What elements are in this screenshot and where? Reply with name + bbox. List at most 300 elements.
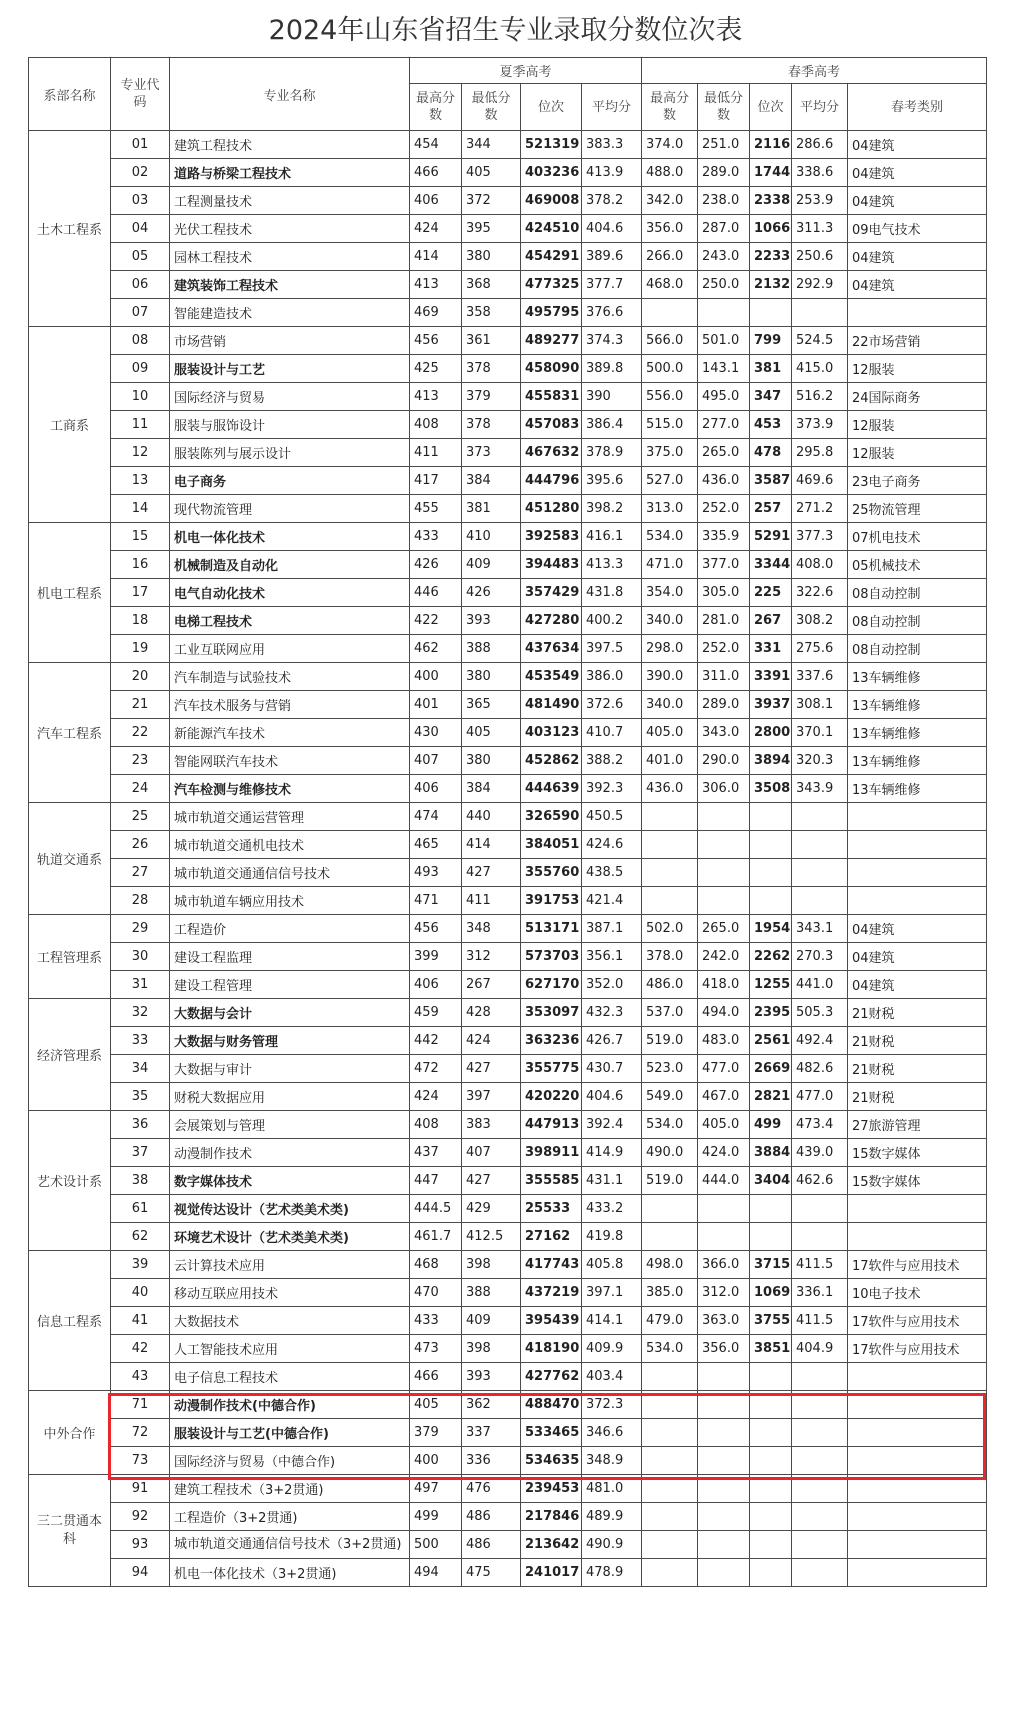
- spring-rank-cell: 3755: [750, 1307, 792, 1335]
- dept-cell: 中外合作: [29, 1391, 111, 1475]
- spring-avg-cell: 270.3: [792, 943, 848, 971]
- major-code-cell: 41: [111, 1307, 170, 1335]
- table-row: [29, 607, 987, 635]
- major-code-cell: 73: [111, 1447, 170, 1475]
- spring-category-cell: [848, 1531, 987, 1559]
- major-name-cell: 电子商务: [170, 467, 410, 495]
- summer-rank-cell: 447913: [521, 1111, 582, 1139]
- summer-max-cell: 400: [410, 663, 462, 691]
- table-row: [29, 831, 987, 859]
- major-name-cell: 汽车制造与试验技术: [170, 663, 410, 691]
- summer-max-cell: 462: [410, 635, 462, 663]
- spring-min-cell: [698, 1559, 750, 1587]
- major-code-cell: 40: [111, 1279, 170, 1307]
- summer-avg-cell: 392.3: [582, 775, 642, 803]
- major-name-cell: 大数据与审计: [170, 1055, 410, 1083]
- spring-avg-cell: 320.3: [792, 747, 848, 775]
- major-name-cell: 移动互联应用技术: [170, 1279, 410, 1307]
- spring-category-cell: 21财税: [848, 999, 987, 1027]
- major-code-cell: 04: [111, 215, 170, 243]
- spring-max-cell: 298.0: [642, 635, 698, 663]
- summer-avg-cell: 404.6: [582, 215, 642, 243]
- spring-category-cell: 21财税: [848, 1055, 987, 1083]
- spring-rank-cell: 3404: [750, 1167, 792, 1195]
- spring-avg-cell: 505.3: [792, 999, 848, 1027]
- major-name-cell: 工业互联网应用: [170, 635, 410, 663]
- table-row: [29, 1111, 987, 1139]
- summer-min-cell: 384: [462, 467, 521, 495]
- spring-max-cell: [642, 1559, 698, 1587]
- summer-avg-cell: 413.9: [582, 159, 642, 187]
- spring-max-cell: 375.0: [642, 439, 698, 467]
- summer-avg-cell: 398.2: [582, 495, 642, 523]
- summer-rank-cell: 452862: [521, 747, 582, 775]
- score-table: [28, 57, 987, 1587]
- major-name-cell: 动漫制作技术(中德合作): [170, 1391, 410, 1419]
- table-row: [29, 747, 987, 775]
- summer-avg-cell: 405.8: [582, 1251, 642, 1279]
- header-spring-max: 最高分数: [642, 84, 698, 131]
- spring-max-cell: [642, 1363, 698, 1391]
- major-name-cell: 电梯工程技术: [170, 607, 410, 635]
- major-name-cell: 道路与桥梁工程技术: [170, 159, 410, 187]
- major-code-cell: 93: [111, 1531, 170, 1559]
- summer-min-cell: 373: [462, 439, 521, 467]
- summer-rank-cell: 455831: [521, 383, 582, 411]
- summer-avg-cell: 414.1: [582, 1307, 642, 1335]
- summer-avg-cell: 450.5: [582, 803, 642, 831]
- major-name-cell: 建筑工程技术: [170, 131, 410, 159]
- spring-max-cell: [642, 1447, 698, 1475]
- summer-avg-cell: 389.6: [582, 243, 642, 271]
- table-row: [29, 1279, 987, 1307]
- major-code-cell: 12: [111, 439, 170, 467]
- spring-category-cell: [848, 803, 987, 831]
- summer-max-cell: 406: [410, 775, 462, 803]
- summer-max-cell: 470: [410, 1279, 462, 1307]
- major-code-cell: 09: [111, 355, 170, 383]
- table-row: [29, 1475, 987, 1503]
- major-code-cell: 34: [111, 1055, 170, 1083]
- summer-rank-cell: 573703: [521, 943, 582, 971]
- spring-avg-cell: 253.9: [792, 187, 848, 215]
- summer-rank-cell: 627170: [521, 971, 582, 999]
- major-code-cell: 21: [111, 691, 170, 719]
- summer-min-cell: 348: [462, 915, 521, 943]
- spring-rank-cell: [750, 859, 792, 887]
- summer-max-cell: 407: [410, 747, 462, 775]
- major-name-cell: 汽车技术服务与营销: [170, 691, 410, 719]
- major-code-cell: 24: [111, 775, 170, 803]
- major-name-cell: 城市轨道交通通信信号技术（3+2贯通): [170, 1531, 410, 1559]
- table-row: [29, 1167, 987, 1195]
- spring-min-cell: 289.0: [698, 159, 750, 187]
- spring-max-cell: [642, 887, 698, 915]
- summer-avg-cell: 397.5: [582, 635, 642, 663]
- spring-max-cell: 340.0: [642, 607, 698, 635]
- summer-rank-cell: 453549: [521, 663, 582, 691]
- summer-max-cell: 424: [410, 1083, 462, 1111]
- summer-min-cell: 424: [462, 1027, 521, 1055]
- table-row: [29, 1251, 987, 1279]
- summer-max-cell: 446: [410, 579, 462, 607]
- summer-min-cell: 428: [462, 999, 521, 1027]
- spring-rank-cell: 5291: [750, 523, 792, 551]
- summer-rank-cell: 398911: [521, 1139, 582, 1167]
- summer-avg-cell: 376.6: [582, 299, 642, 327]
- summer-max-cell: 401: [410, 691, 462, 719]
- spring-category-cell: 05机械技术: [848, 551, 987, 579]
- summer-rank-cell: 392583: [521, 523, 582, 551]
- summer-max-cell: 456: [410, 327, 462, 355]
- spring-min-cell: [698, 859, 750, 887]
- summer-max-cell: 379: [410, 1419, 462, 1447]
- summer-avg-cell: 490.9: [582, 1531, 642, 1559]
- spring-category-cell: 04建筑: [848, 159, 987, 187]
- major-name-cell: 工程造价（3+2贯通): [170, 1503, 410, 1531]
- summer-avg-cell: 372.6: [582, 691, 642, 719]
- spring-min-cell: 250.0: [698, 271, 750, 299]
- spring-avg-cell: 373.9: [792, 411, 848, 439]
- spring-category-cell: 12服装: [848, 411, 987, 439]
- table-row: [29, 243, 987, 271]
- spring-avg-cell: 441.0: [792, 971, 848, 999]
- spring-category-cell: [848, 1223, 987, 1251]
- spring-category-cell: [848, 1363, 987, 1391]
- major-name-cell: 云计算技术应用: [170, 1251, 410, 1279]
- summer-avg-cell: 356.1: [582, 943, 642, 971]
- summer-min-cell: 388: [462, 635, 521, 663]
- major-name-cell: 大数据与财务管理: [170, 1027, 410, 1055]
- summer-min-cell: 361: [462, 327, 521, 355]
- spring-avg-cell: [792, 1531, 848, 1559]
- spring-rank-cell: 2233: [750, 243, 792, 271]
- spring-avg-cell: 286.6: [792, 131, 848, 159]
- spring-avg-cell: 311.3: [792, 215, 848, 243]
- summer-min-cell: 344: [462, 131, 521, 159]
- table-row: [29, 999, 987, 1027]
- summer-min-cell: 429: [462, 1195, 521, 1223]
- spring-avg-cell: 308.2: [792, 607, 848, 635]
- major-code-cell: 94: [111, 1559, 170, 1587]
- spring-max-cell: 486.0: [642, 971, 698, 999]
- major-code-cell: 06: [111, 271, 170, 299]
- major-code-cell: 29: [111, 915, 170, 943]
- summer-rank-cell: 213642: [521, 1531, 582, 1559]
- major-name-cell: 服装设计与工艺: [170, 355, 410, 383]
- summer-max-cell: 493: [410, 859, 462, 887]
- major-name-cell: 工程造价: [170, 915, 410, 943]
- spring-rank-cell: [750, 1391, 792, 1419]
- summer-avg-cell: 383.3: [582, 131, 642, 159]
- summer-min-cell: 383: [462, 1111, 521, 1139]
- summer-avg-cell: 489.9: [582, 1503, 642, 1531]
- spring-max-cell: 534.0: [642, 523, 698, 551]
- spring-max-cell: 566.0: [642, 327, 698, 355]
- spring-avg-cell: 516.2: [792, 383, 848, 411]
- summer-min-cell: 411: [462, 887, 521, 915]
- summer-rank-cell: 437219: [521, 1279, 582, 1307]
- spring-avg-cell: 250.6: [792, 243, 848, 271]
- dept-cell: 经济管理系: [29, 999, 111, 1111]
- spring-rank-cell: 2821: [750, 1083, 792, 1111]
- spring-category-cell: [848, 1419, 987, 1447]
- spring-max-cell: 401.0: [642, 747, 698, 775]
- spring-avg-cell: 473.4: [792, 1111, 848, 1139]
- major-name-cell: 环境艺术设计（艺术类美术类): [170, 1223, 410, 1251]
- spring-avg-cell: [792, 1419, 848, 1447]
- spring-category-cell: 12服装: [848, 439, 987, 467]
- spring-avg-cell: 322.6: [792, 579, 848, 607]
- table-row: [29, 523, 987, 551]
- spring-rank-cell: [750, 1223, 792, 1251]
- table-row: [29, 775, 987, 803]
- table-row: [29, 803, 987, 831]
- spring-min-cell: [698, 1223, 750, 1251]
- spring-rank-cell: 3344: [750, 551, 792, 579]
- spring-avg-cell: 338.6: [792, 159, 848, 187]
- major-code-cell: 71: [111, 1391, 170, 1419]
- summer-max-cell: 406: [410, 187, 462, 215]
- spring-avg-cell: 524.5: [792, 327, 848, 355]
- major-code-cell: 91: [111, 1475, 170, 1503]
- spring-min-cell: [698, 1363, 750, 1391]
- table-row: [29, 215, 987, 243]
- summer-min-cell: 426: [462, 579, 521, 607]
- spring-min-cell: [698, 1531, 750, 1559]
- spring-category-cell: 08自动控制: [848, 607, 987, 635]
- spring-max-cell: 519.0: [642, 1027, 698, 1055]
- summer-min-cell: 405: [462, 719, 521, 747]
- spring-min-cell: 238.0: [698, 187, 750, 215]
- summer-avg-cell: 419.8: [582, 1223, 642, 1251]
- major-name-cell: 服装与服饰设计: [170, 411, 410, 439]
- summer-avg-cell: 372.3: [582, 1391, 642, 1419]
- major-code-cell: 33: [111, 1027, 170, 1055]
- summer-max-cell: 468: [410, 1251, 462, 1279]
- spring-avg-cell: 477.0: [792, 1083, 848, 1111]
- major-name-cell: 汽车检测与维修技术: [170, 775, 410, 803]
- spring-rank-cell: 1066: [750, 215, 792, 243]
- summer-rank-cell: 533465: [521, 1419, 582, 1447]
- summer-min-cell: 368: [462, 271, 521, 299]
- summer-min-cell: 475: [462, 1559, 521, 1587]
- spring-min-cell: 312.0: [698, 1279, 750, 1307]
- spring-rank-cell: 3587: [750, 467, 792, 495]
- spring-max-cell: 266.0: [642, 243, 698, 271]
- spring-rank-cell: [750, 1447, 792, 1475]
- summer-rank-cell: 495795: [521, 299, 582, 327]
- major-name-cell: 数字媒体技术: [170, 1167, 410, 1195]
- spring-max-cell: 498.0: [642, 1251, 698, 1279]
- summer-rank-cell: 477325: [521, 271, 582, 299]
- summer-rank-cell: 403123: [521, 719, 582, 747]
- spring-rank-cell: 3715: [750, 1251, 792, 1279]
- spring-max-cell: 556.0: [642, 383, 698, 411]
- summer-max-cell: 466: [410, 1363, 462, 1391]
- spring-category-cell: 10电子技术: [848, 1279, 987, 1307]
- major-code-cell: 26: [111, 831, 170, 859]
- summer-rank-cell: 458090: [521, 355, 582, 383]
- spring-max-cell: 527.0: [642, 467, 698, 495]
- spring-avg-cell: [792, 1223, 848, 1251]
- summer-avg-cell: 421.4: [582, 887, 642, 915]
- table-row: [29, 187, 987, 215]
- spring-rank-cell: [750, 831, 792, 859]
- major-name-cell: 大数据与会计: [170, 999, 410, 1027]
- spring-category-cell: 13车辆维修: [848, 747, 987, 775]
- spring-min-cell: 405.0: [698, 1111, 750, 1139]
- major-code-cell: 07: [111, 299, 170, 327]
- major-code-cell: 22: [111, 719, 170, 747]
- summer-max-cell: 494: [410, 1559, 462, 1587]
- major-code-cell: 92: [111, 1503, 170, 1531]
- spring-rank-cell: 499: [750, 1111, 792, 1139]
- spring-category-cell: 21财税: [848, 1027, 987, 1055]
- summer-rank-cell: 420220: [521, 1083, 582, 1111]
- summer-max-cell: 497: [410, 1475, 462, 1503]
- page-title: 2024年山东省招生专业录取分数位次表: [268, 15, 743, 46]
- table-row: [29, 1307, 987, 1335]
- summer-min-cell: 362: [462, 1391, 521, 1419]
- spring-min-cell: 477.0: [698, 1055, 750, 1083]
- spring-max-cell: [642, 859, 698, 887]
- spring-avg-cell: 295.8: [792, 439, 848, 467]
- spring-category-cell: 04建筑: [848, 131, 987, 159]
- summer-max-cell: 456: [410, 915, 462, 943]
- dept-cell: 信息工程系: [29, 1251, 111, 1391]
- spring-max-cell: 537.0: [642, 999, 698, 1027]
- major-name-cell: 建筑装饰工程技术: [170, 271, 410, 299]
- spring-category-cell: 17软件与应用技术: [848, 1307, 987, 1335]
- spring-max-cell: [642, 299, 698, 327]
- major-name-cell: 机械制造及自动化: [170, 551, 410, 579]
- table-body: [29, 131, 987, 1587]
- summer-avg-cell: 413.3: [582, 551, 642, 579]
- summer-rank-cell: 513171: [521, 915, 582, 943]
- spring-rank-cell: 257: [750, 495, 792, 523]
- summer-max-cell: 471: [410, 887, 462, 915]
- spring-min-cell: 306.0: [698, 775, 750, 803]
- major-code-cell: 72: [111, 1419, 170, 1447]
- spring-min-cell: 252.0: [698, 495, 750, 523]
- summer-max-cell: 474: [410, 803, 462, 831]
- major-name-cell: 视觉传达设计（艺术类美术类): [170, 1195, 410, 1223]
- major-name-cell: 智能网联汽车技术: [170, 747, 410, 775]
- table-row: [29, 1503, 987, 1531]
- header-summer: 夏季高考: [410, 58, 642, 84]
- major-name-cell: 电气自动化技术: [170, 579, 410, 607]
- spring-max-cell: [642, 1531, 698, 1559]
- spring-category-cell: 23电子商务: [848, 467, 987, 495]
- header-spring-rank: 位次: [750, 84, 792, 131]
- spring-avg-cell: 411.5: [792, 1307, 848, 1335]
- summer-min-cell: 358: [462, 299, 521, 327]
- header-summer-max: 最高分数: [410, 84, 462, 131]
- spring-max-cell: 471.0: [642, 551, 698, 579]
- dept-cell: 三二贯通本科: [29, 1475, 111, 1587]
- major-name-cell: 服装设计与工艺(中德合作): [170, 1419, 410, 1447]
- spring-min-cell: 281.0: [698, 607, 750, 635]
- major-name-cell: 城市轨道车辆应用技术: [170, 887, 410, 915]
- spring-max-cell: [642, 831, 698, 859]
- spring-rank-cell: 1255: [750, 971, 792, 999]
- spring-max-cell: 502.0: [642, 915, 698, 943]
- summer-max-cell: 454: [410, 131, 462, 159]
- summer-max-cell: 459: [410, 999, 462, 1027]
- spring-category-cell: 15数字媒体: [848, 1139, 987, 1167]
- spring-min-cell: 436.0: [698, 467, 750, 495]
- spring-category-cell: 04建筑: [848, 915, 987, 943]
- spring-category-cell: 04建筑: [848, 971, 987, 999]
- summer-max-cell: 408: [410, 411, 462, 439]
- spring-min-cell: 335.9: [698, 523, 750, 551]
- summer-min-cell: 409: [462, 551, 521, 579]
- spring-rank-cell: 2669: [750, 1055, 792, 1083]
- spring-min-cell: 495.0: [698, 383, 750, 411]
- summer-rank-cell: 355585: [521, 1167, 582, 1195]
- table-row: [29, 383, 987, 411]
- summer-min-cell: 486: [462, 1503, 521, 1531]
- summer-min-cell: 337: [462, 1419, 521, 1447]
- major-name-cell: 建筑工程技术（3+2贯通): [170, 1475, 410, 1503]
- summer-rank-cell: 418190: [521, 1335, 582, 1363]
- spring-category-cell: 22市场营销: [848, 327, 987, 355]
- spring-max-cell: 356.0: [642, 215, 698, 243]
- spring-rank-cell: 267: [750, 607, 792, 635]
- dept-cell: 轨道交通系: [29, 803, 111, 915]
- spring-min-cell: [698, 887, 750, 915]
- summer-avg-cell: 403.4: [582, 1363, 642, 1391]
- summer-min-cell: 380: [462, 663, 521, 691]
- spring-max-cell: [642, 1195, 698, 1223]
- major-name-cell: 机电一体化技术（3+2贯通): [170, 1559, 410, 1587]
- major-name-cell: 人工智能技术应用: [170, 1335, 410, 1363]
- summer-avg-cell: 397.1: [582, 1279, 642, 1307]
- summer-rank-cell: 489277: [521, 327, 582, 355]
- table-row: [29, 271, 987, 299]
- summer-rank-cell: 521319: [521, 131, 582, 159]
- table-row: [29, 551, 987, 579]
- spring-max-cell: 500.0: [642, 355, 698, 383]
- major-code-cell: 05: [111, 243, 170, 271]
- spring-category-cell: 08自动控制: [848, 579, 987, 607]
- major-code-cell: 31: [111, 971, 170, 999]
- summer-max-cell: 447: [410, 1167, 462, 1195]
- table-row: [29, 1195, 987, 1223]
- spring-min-cell: [698, 1195, 750, 1223]
- summer-rank-cell: 25533: [521, 1195, 582, 1223]
- spring-min-cell: 252.0: [698, 635, 750, 663]
- summer-avg-cell: 377.7: [582, 271, 642, 299]
- summer-rank-cell: 427280: [521, 607, 582, 635]
- spring-min-cell: [698, 1391, 750, 1419]
- major-code-cell: 62: [111, 1223, 170, 1251]
- spring-rank-cell: 225: [750, 579, 792, 607]
- spring-avg-cell: [792, 803, 848, 831]
- spring-avg-cell: [792, 1195, 848, 1223]
- spring-rank-cell: [750, 1503, 792, 1531]
- spring-avg-cell: 408.0: [792, 551, 848, 579]
- spring-max-cell: 342.0: [642, 187, 698, 215]
- summer-max-cell: 399: [410, 943, 462, 971]
- summer-rank-cell: 457083: [521, 411, 582, 439]
- spring-category-cell: 12服装: [848, 355, 987, 383]
- spring-category-cell: 17软件与应用技术: [848, 1251, 987, 1279]
- table-row: [29, 1391, 987, 1419]
- major-name-cell: 城市轨道交通机电技术: [170, 831, 410, 859]
- spring-max-cell: 436.0: [642, 775, 698, 803]
